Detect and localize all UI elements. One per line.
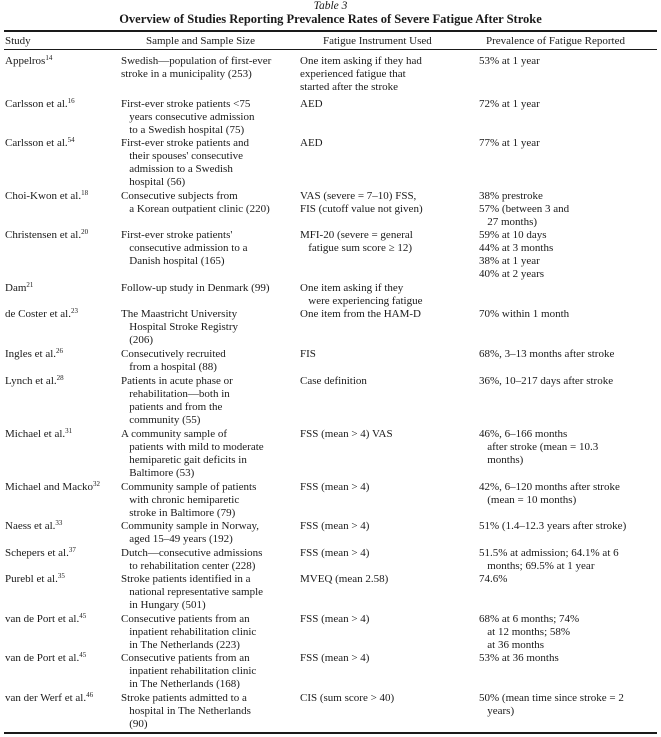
instrument-cell: AED	[300, 137, 323, 149]
study-name: Lynch et al.	[5, 375, 57, 387]
sample-cell: Patients in acute phase or rehabilitation—both in patients and from the community (55)	[121, 375, 233, 426]
prevalence-cell: 53% at 1 year	[479, 55, 540, 67]
prevalence-cell: 36%, 10–217 days after stroke	[479, 375, 614, 387]
prevalence-cell: 42%, 6–120 months after stroke (mean = 10 months)	[479, 481, 620, 506]
prevalence-cell: 72% at 1 year	[479, 98, 540, 110]
study-cell	[5, 428, 72, 441]
study-name: Carlsson et al.	[5, 137, 68, 149]
column-header-study: Study	[5, 35, 31, 47]
sample-cell: Dutch—consecutive admissions to rehabilitation center (228)	[121, 547, 263, 572]
study-cell	[5, 348, 63, 361]
prevalence-cell: 50% (mean time since stroke = 2 years)	[479, 692, 624, 717]
study-name: van de Port et al.	[5, 613, 80, 625]
study-cell	[5, 520, 62, 533]
study-name: Ingles et al.	[5, 348, 57, 360]
reference-superscript: 35	[57, 572, 65, 580]
study-cell	[5, 481, 100, 494]
instrument-cell: Case definition	[300, 375, 367, 387]
reference-superscript: 18	[81, 189, 89, 197]
instrument-cell: CIS (sum score > 40)	[300, 692, 395, 704]
study-cell	[5, 55, 52, 68]
reference-superscript: 45	[79, 651, 87, 659]
reference-superscript: 54	[67, 136, 75, 144]
sample-cell: First-ever stroke patients' consecutive admission to a Danish hospital (165)	[121, 229, 248, 267]
instrument-cell: FSS (mean > 4)	[300, 613, 370, 625]
sample-cell: Stroke patients admitted to a hospital in The Netherlands (90)	[121, 692, 251, 730]
prevalence-cell: 51.5% at admission; 64.1% at 6 months; 69.5% at 1 year	[479, 547, 619, 572]
study-name: Naess et al.	[5, 520, 56, 532]
prevalence-cell: 74.6%	[479, 573, 508, 585]
instrument-cell: FSS (mean > 4) VAS	[300, 428, 393, 440]
study-cell	[5, 375, 64, 388]
prevalence-cell: 68%, 3–13 months after stroke	[479, 348, 615, 360]
instrument-cell: FSS (mean > 4)	[300, 520, 370, 532]
sample-cell: Consecutive patients from an inpatient rehabilitation clinic in The Netherlands (168)	[121, 652, 257, 690]
prevalence-cell: 46%, 6–166 months after stroke (mean = 10.3 months)	[479, 428, 599, 466]
sample-cell: Community sample of patients with chronic hemiparetic stroke in Baltimore (79)	[121, 481, 257, 519]
study-cell	[5, 190, 88, 203]
instrument-cell: AED	[300, 98, 323, 110]
instrument-cell: FIS	[300, 348, 316, 360]
instrument-cell: MVEQ (mean 2.58)	[300, 573, 389, 585]
prevalence-cell: 38% prestroke 57% (between 3 and 27 months)	[479, 190, 570, 228]
prevalence-cell: 68% at 6 months; 74% at 12 months; 58% at 36 months	[479, 613, 580, 651]
reference-superscript: 20	[81, 228, 89, 236]
reference-superscript: 37	[68, 546, 76, 554]
sample-cell: A community sample of patients with mild to moderate hemiparetic gait deficits in Baltimore (53)	[121, 428, 264, 479]
reference-superscript: 45	[79, 612, 87, 620]
table-title: Overview of Studies Reporting Prevalence Rates of Severe Fatigue After Stroke	[119, 12, 542, 26]
sample-cell: Stroke patients identified in a national representative sample in Hungary (501)	[121, 573, 264, 611]
study-cell	[5, 573, 65, 586]
instrument-cell: FSS (mean > 4)	[300, 481, 370, 493]
instrument-cell: VAS (severe = 7–10) FSS, FIS (cutoff value not given)	[300, 190, 423, 215]
study-name: Michael et al.	[5, 428, 66, 440]
instrument-cell: One item asking if they were experiencing fatigue	[300, 282, 423, 307]
reference-superscript: 28	[56, 374, 64, 382]
prevalence-cell: 70% within 1 month	[479, 308, 570, 320]
prevalence-cell: 59% at 10 days 44% at 3 months 38% at 1 year 40% at 2 years	[479, 229, 554, 280]
table-number: Table 3	[313, 0, 348, 12]
sample-cell: Swedish—population of first-ever stroke in a municipality (253)	[121, 55, 272, 80]
header-rule	[4, 49, 657, 50]
prevalence-cell: 51% (1.4–12.3 years after stroke)	[479, 520, 627, 532]
sample-cell: Consecutive subjects from a Korean outpatient clinic (220)	[121, 190, 270, 215]
study-name: de Coster et al.	[5, 308, 71, 320]
instrument-cell: MFI-20 (severe = general fatigue sum score ≥ 12)	[300, 229, 413, 254]
study-cell	[5, 547, 76, 560]
study-name: van de Port et al.	[5, 652, 80, 664]
study-name: Christensen et al.	[5, 229, 82, 241]
sample-cell: Consecutively recruited from a hospital (88)	[121, 348, 226, 373]
prevalence-cell: 53% at 36 months	[479, 652, 559, 664]
reference-superscript: 16	[67, 97, 75, 105]
top-rule	[4, 30, 657, 32]
reference-superscript: 33	[55, 519, 63, 527]
sample-cell: First-ever stroke patients and their spouses' consecutive admission to a Swedish hospital (56)	[121, 137, 249, 188]
sample-cell: First-ever stroke patients <75 years consecutive admission to a Swedish hospital (75)	[121, 98, 255, 136]
reference-superscript: 32	[92, 480, 100, 488]
sample-cell: The Maastricht University Hospital Stroke Registry (206)	[121, 308, 239, 346]
study-cell	[5, 282, 33, 295]
sample-cell: Community sample in Norway, aged 15–49 years (192)	[121, 520, 259, 545]
reference-superscript: 23	[70, 307, 78, 315]
reference-superscript: 46	[86, 691, 94, 699]
study-name: Michael and Macko	[5, 481, 93, 493]
reference-superscript: 26	[56, 347, 64, 355]
instrument-cell: One item from the HAM-D	[300, 308, 421, 320]
instrument-cell: One item asking if they had experienced fatigue that started after the stroke	[300, 55, 422, 93]
instrument-cell: FSS (mean > 4)	[300, 652, 370, 664]
study-cell	[5, 613, 86, 626]
column-header-sample: Sample and Sample Size	[146, 35, 256, 47]
sample-cell: Consecutive patients from an inpatient rehabilitation clinic in The Netherlands (223)	[121, 613, 257, 651]
prevalence-cell: 77% at 1 year	[479, 137, 540, 149]
study-name: Purebl et al.	[5, 573, 58, 585]
study-name: Choi-Kwon et al.	[5, 190, 82, 202]
sample-cell: Follow-up study in Denmark (99)	[121, 282, 270, 294]
instrument-cell: FSS (mean > 4)	[300, 547, 370, 559]
study-name: van der Werf et al.	[5, 692, 87, 704]
reference-superscript: 31	[65, 427, 73, 435]
study-name: Dam	[5, 282, 27, 294]
bottom-rule	[4, 732, 657, 734]
study-cell	[5, 229, 88, 242]
study-cell	[5, 692, 93, 705]
study-cell	[5, 652, 86, 665]
study-cell	[5, 308, 78, 321]
study-name: Schepers et al.	[5, 547, 69, 559]
study-name: Carlsson et al.	[5, 98, 68, 110]
study-name: Appelros	[5, 55, 46, 67]
study-cell	[5, 137, 75, 150]
reference-superscript: 21	[26, 281, 34, 289]
column-header-prevalence: Prevalence of Fatigue Reported	[486, 35, 625, 47]
reference-superscript: 14	[45, 54, 53, 62]
column-header-instrument: Fatigue Instrument Used	[323, 35, 432, 47]
study-cell	[5, 98, 75, 111]
